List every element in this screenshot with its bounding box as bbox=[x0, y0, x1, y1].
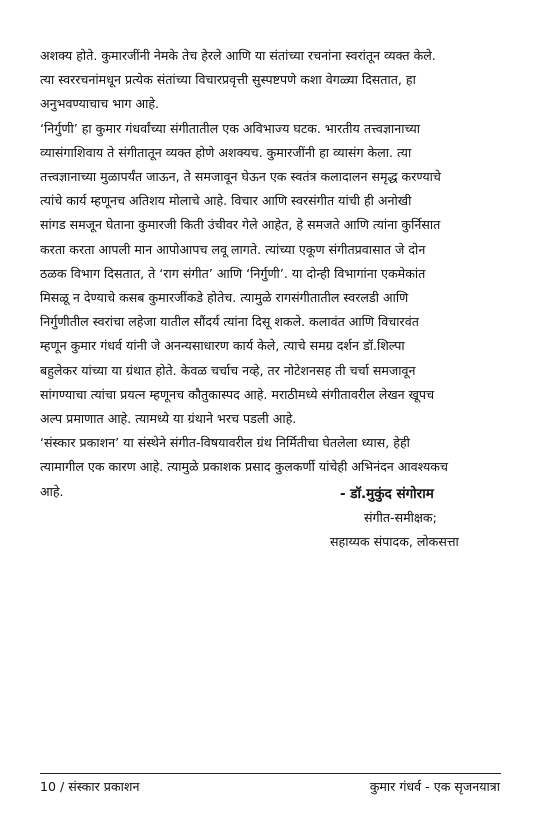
paragraph-line: ‘संस्कार प्रकाशन’ या संस्थेने संगीत-विषयावरील ग्रंथ निर्मितीचा घेतलेला ध्यास, हेही bbox=[40, 435, 410, 451]
signature-block bbox=[330, 482, 459, 554]
signature-role: संगीत-समीक्षक; bbox=[364, 510, 437, 525]
paragraph-line: सांगड समजून घेताना कुमारजी किती उंचीवर गेले आहेत, हे समजते आणि त्यांना कुर्निसात bbox=[40, 217, 441, 233]
paragraph-1 bbox=[40, 44, 500, 117]
paragraph-line: तत्त्वज्ञानाच्या मुळापर्यंत जाऊन, ते समजावून घेऊन एक स्वतंत्र कलादालन समृद्ध करण्याचे bbox=[40, 169, 441, 185]
footer-divider bbox=[40, 773, 501, 774]
paragraph-line: बहुलेकर यांच्या या ग्रंथात होते. केवळ चर्चाच नव्हे, तर नोटेशनसह ती चर्चा समजावून bbox=[40, 362, 416, 378]
signature-name: - डॉ.मुकुंद संगोराम bbox=[340, 486, 434, 502]
paragraph-line: ‘निर्गुणी’ हा कुमार गंधर्वांच्या संगीतातील एक अविभाज्य घटक. भारतीय तत्त्वज्ञानाच्या bbox=[40, 120, 421, 136]
paragraph-line: त्यांचे कार्य म्हणूनच अतिशय मोलाचे आहे. विचार आणि स्वरसंगीत यांची ही अनोखी bbox=[40, 193, 412, 209]
footer-page-publisher: 10 / संस्कार प्रकाशन bbox=[40, 779, 140, 794]
paragraph-line: सांगण्याचा त्यांचा प्रयत्न म्हणूनच कौतुकास्पद आहे. मराठीमध्ये संगीतावरील लेखन खूपच bbox=[40, 386, 435, 402]
footer-book-title: कुमार गंधर्व - एक सृजनयात्रा bbox=[369, 779, 500, 794]
paragraph-line: त्या स्वररचनांमधून प्रत्येक संतांच्या विचारप्रवृत्ती सुस्पष्टपणे कशा वेगळ्या दिसतात, हा bbox=[40, 72, 416, 88]
paragraph-line: करता करता आपली मान आपोआपच लवू लागते. त्यांच्या एकूण संगीतप्रवासात जे दोन bbox=[40, 241, 426, 257]
page-body bbox=[40, 44, 500, 504]
paragraph-2 bbox=[40, 117, 500, 432]
paragraph-line: अल्प प्रमाणात आहे. त्यामध्ये या ग्रंथाने भरच पडली आहे. bbox=[40, 411, 297, 427]
paragraph-line: अनुभवण्याचाच भाग आहे. bbox=[40, 96, 160, 112]
paragraph-line: व्यासंगाशिवाय ते संगीतातून व्यक्त होणे अशक्यच. कुमारजींनी हा व्यासंग केला. त्या bbox=[40, 144, 412, 160]
paragraph-line: म्हणून कुमार गंधर्व यांनी जे अनन्यसाधारण कार्य केले, त्याचे समग्र दर्शन डॉ.शिल्पा bbox=[40, 338, 405, 354]
paragraph-line: त्यामागील एक कारण आहे. त्यामुळे प्रकाशक प्रसाद कुलकर्णी यांचेही अभिनंदन आवश्यकच bbox=[40, 459, 448, 475]
paragraph-line: निर्गुणीतील स्वरांचा लहेजा यातील सौंदर्य त्यांना दिसू शकले. कलावंत आणि विचारवंत bbox=[40, 314, 419, 330]
paragraph-line: ठळक विभाग दिसतात, ते ‘राग संगीत’ आणि ‘निर्गुणी’. या दोन्ही विभागांना एकमेकांत bbox=[40, 265, 426, 281]
paragraph-line: आहे. bbox=[40, 483, 64, 499]
paragraph-line: मिसळू न देण्याचे कसब कुमारजींकडे होतेच. त्यामुळे रागसंगीतातील स्वरलडी आणि bbox=[40, 290, 409, 306]
paragraph-line: अशक्य होते. कुमारजींनी नेमके तेच हेरले आणि या संतांच्या रचनांना स्वरांतून व्यक्त केले. bbox=[40, 48, 436, 63]
signature-designation: सहाय्यक संपादक, लोकसत्ता bbox=[330, 534, 459, 549]
